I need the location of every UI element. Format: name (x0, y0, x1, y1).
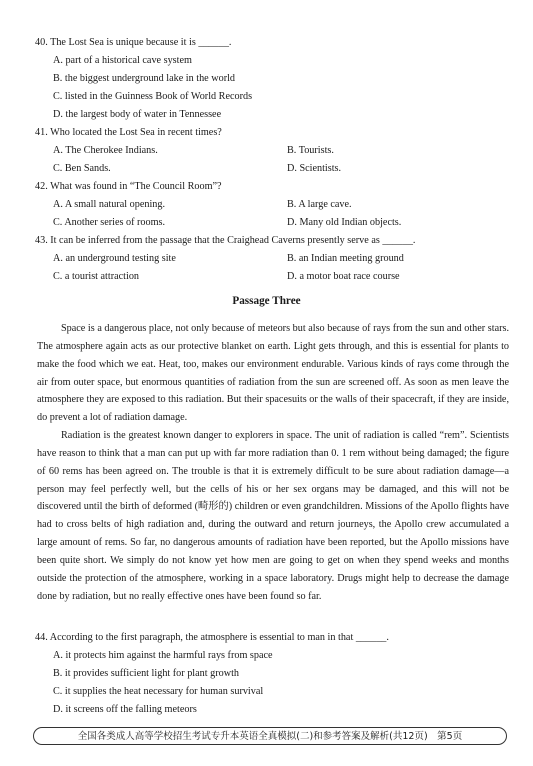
question-43-option-b: B. an Indian meeting ground (287, 253, 404, 264)
paragraph-1-text: Space is a dangerous place, not only because of meteors but also because of rays from the sun and other stars. The atmosphere again acts as our protective blanket on earth. Light gets through, and this is essential for plants to make the food which we eat. Heat, too, makes our environment endurable. Various kinds of rays come through the air from outer space, but enormous quantities of radiation from the sun are screened off. As soon as men leave the atmosphere they are exposed to this radiation. But their spacesuits or the walls of their spacecraft, if they are inside, do prevent a lot of radiation damage. (37, 323, 509, 424)
question-42-option-a: A. A small natural opening. (53, 199, 166, 210)
question-44-option-c: C. it supplies the heat necessary for human survival (53, 686, 264, 697)
question-42-option-c: C. Another series of rooms. (53, 217, 166, 228)
paragraph-2-text: Radiation is the greatest known danger to explorers in space. The unit of radiation is called “rem”. Scientists have reason to think that a man can put up with far more radiation than 0. 1 rem without being damaged; the figure of 60 rems has been agreed on. The trouble is that it is extremely difficult to be sure about radiation damage—a person may feel perfectly well, but the cells of his or her sex organs may be damaged, and this will not be discovered until the birth of deformed (畸形的) children or even grandchildren. Missions of the Apollo flights have had to cross belts of high radiation and, during the outward and return journeys, the Apollo crew accumulated a large amount of rems. So far, no dangerous amounts of radiation have been reported, but the Apollo missions have been quite short. We simply do not know yet how men are going to get on when they spend weeks and months outside the protection of the atmosphere, working in a space laboratory. Drugs might help to decrease the damage done by radiation, but no really effective ones have been found so far. (37, 430, 509, 602)
question-42-stem: 42. What was found in “The Council Room”? (35, 181, 222, 192)
passage-paragraph-1 (37, 320, 509, 427)
question-43-option-a: A. an underground testing site (53, 253, 176, 264)
question-43-option-d: D. a motor boat race course (287, 271, 400, 282)
footer-text: 全国各类成人高等学校招生考试专升本英语全真模拟(二)和参考答案及解析(共12页) 第5页 (77, 731, 463, 742)
question-44-option-a: A. it protects him against the harmful rays from space (53, 650, 273, 661)
passage-paragraph-2 (37, 427, 509, 605)
passage-title: Passage Three (232, 295, 301, 307)
question-42-option-b: B. A large cave. (287, 199, 352, 210)
question-40-option-a: A. part of a historical cave system (53, 55, 192, 66)
question-43-stem: 43. It can be inferred from the passage that the Craighead Caverns presently serve as ______. (35, 235, 416, 246)
question-42-option-d: D. Many old Indian objects. (287, 217, 402, 228)
question-44-option-b: B. it provides sufficient light for plant growth (53, 668, 239, 679)
question-41-option-a: A. The Cherokee Indians. (53, 145, 158, 156)
question-44-option-d: D. it screens off the falling meteors (53, 704, 197, 715)
question-41-stem: 41. Who located the Lost Sea in recent times? (35, 127, 222, 138)
question-41-option-d: D. Scientists. (287, 163, 342, 174)
question-40-stem: 40. The Lost Sea is unique because it is ______. (35, 37, 232, 48)
question-41-option-b: B. Tourists. (287, 145, 334, 156)
question-44-stem: 44. According to the first paragraph, the atmosphere is essential to man in that ______. (35, 632, 389, 643)
page-footer (33, 727, 507, 745)
question-43-option-c: C. a tourist attraction (53, 271, 140, 282)
question-40-option-d: D. the largest body of water in Tennessee (53, 109, 222, 120)
question-41-option-c: C. Ben Sands. (53, 163, 111, 174)
question-40-option-c: C. listed in the Guinness Book of World Records (53, 91, 253, 102)
question-40-option-b: B. the biggest underground lake in the world (53, 73, 236, 84)
